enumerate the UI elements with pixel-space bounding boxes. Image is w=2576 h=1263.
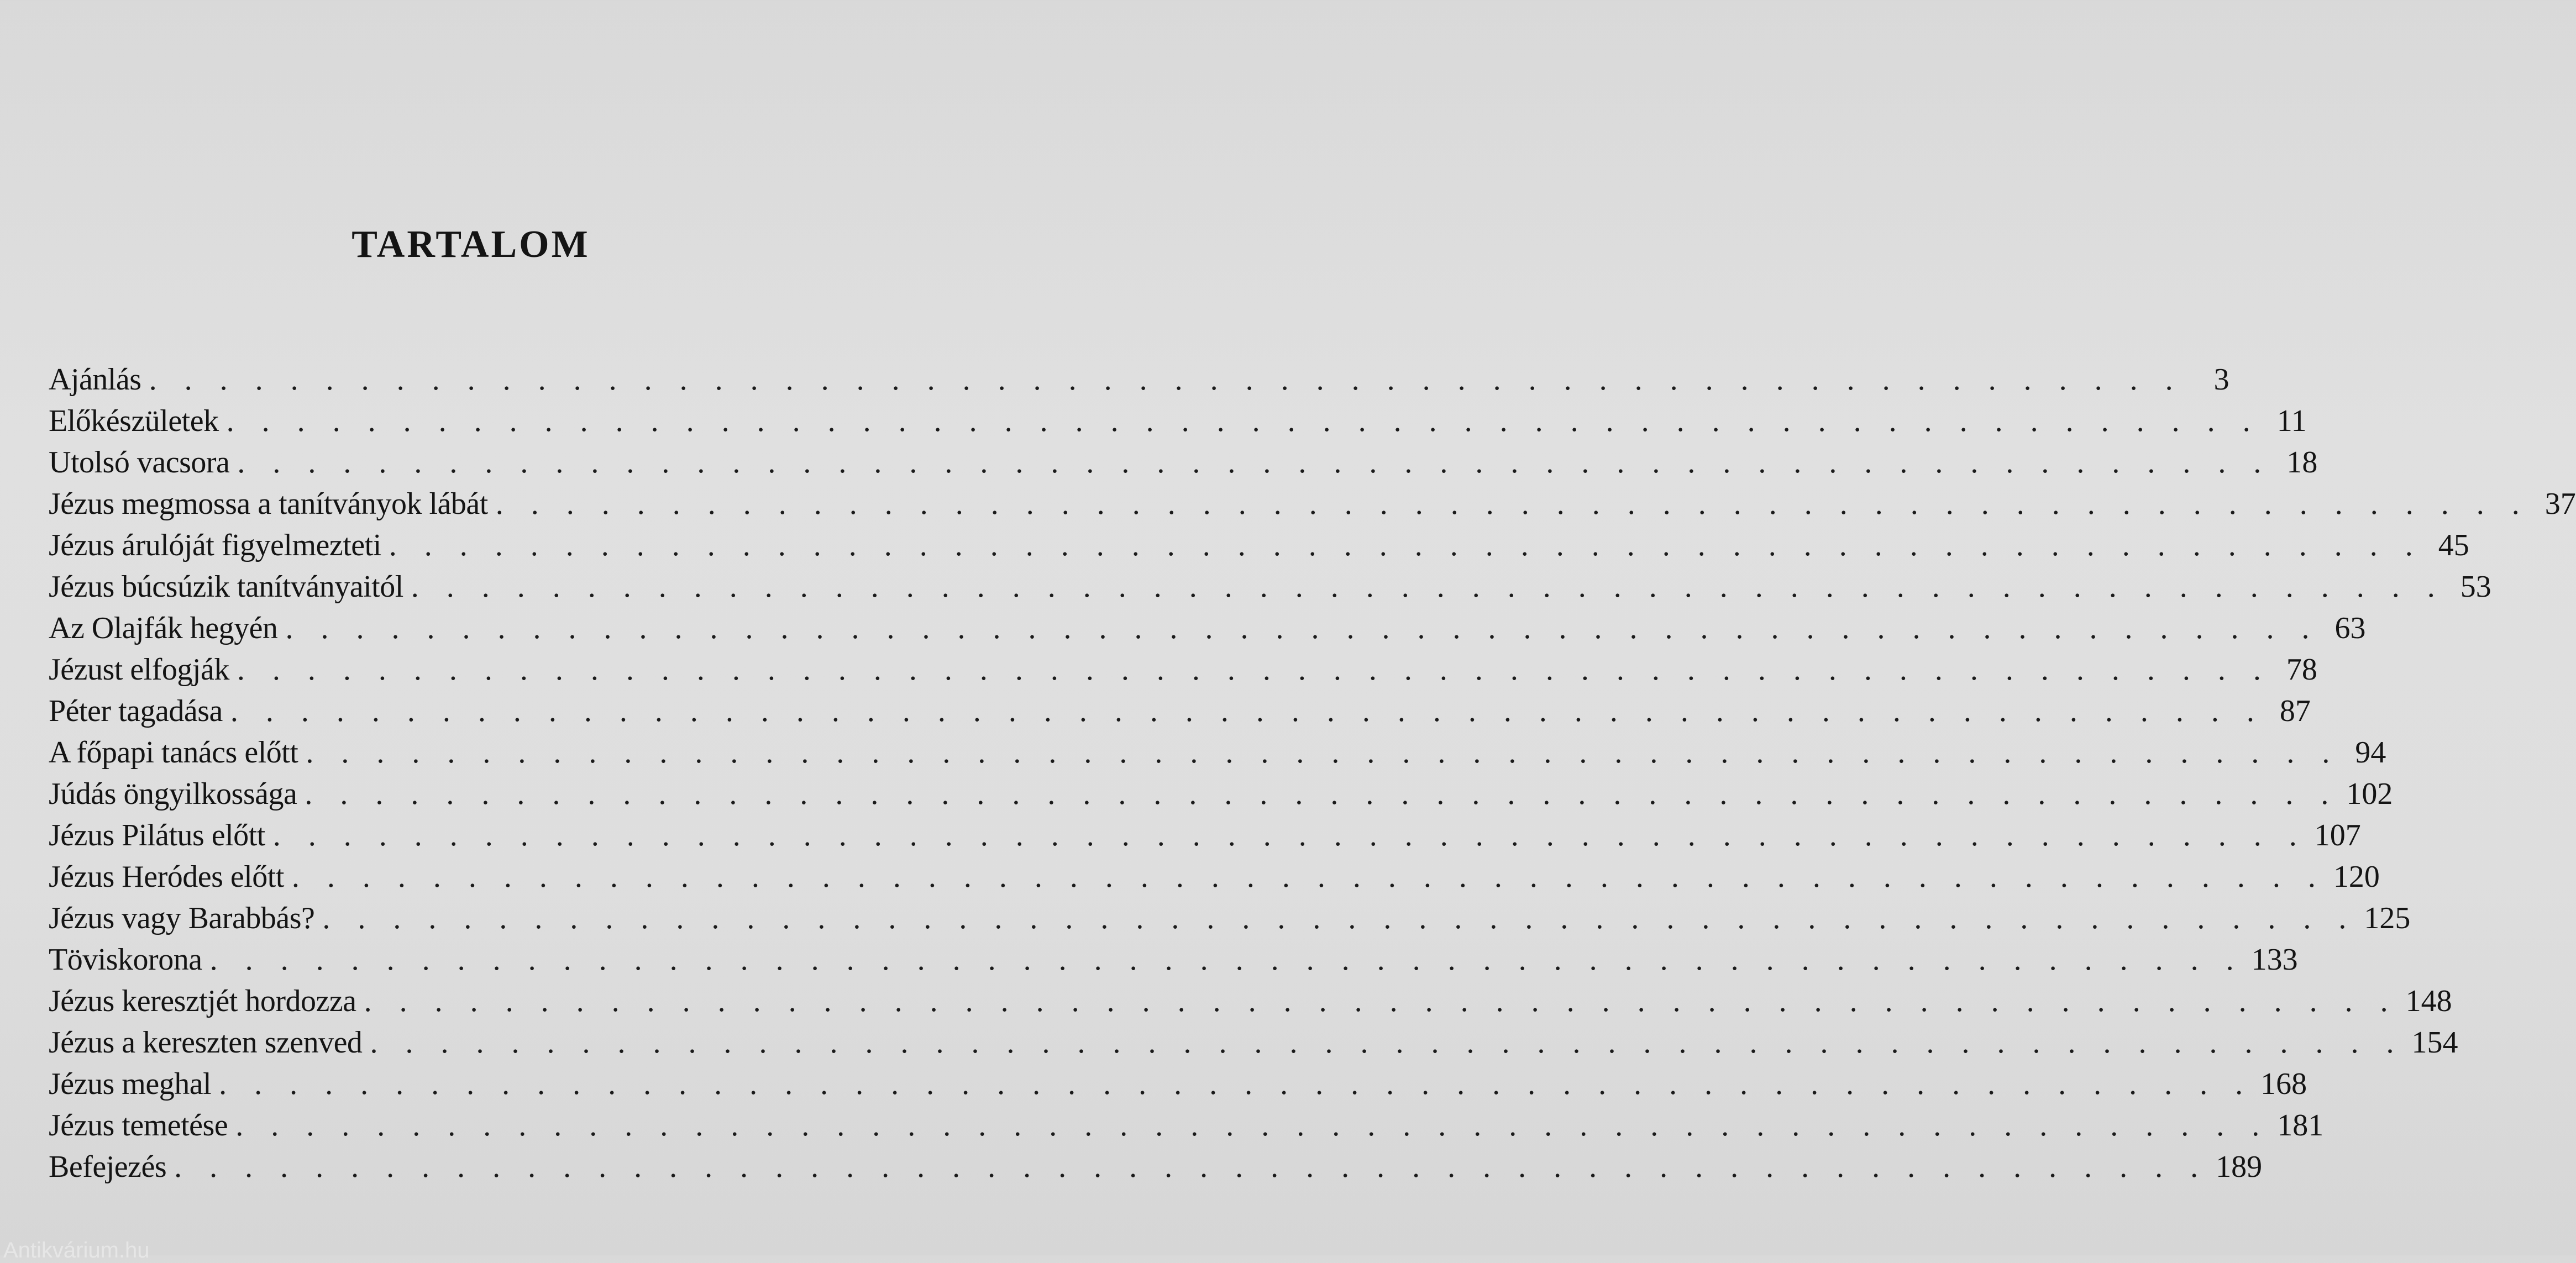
dot-leader: . . . . . . . . . . . . . . . . . . . . . . . . . . . . . . . . . . . . . . . . . . . . . . . . . . . . . . . . . . bbox=[389, 528, 2423, 562]
dot-leader: . . . . . . . . . . . . . . . . . . . . . . . . . . . . . . . . . . . . . . . . . . . . . . . . . . . . . . . . . . bbox=[174, 1150, 2208, 1184]
dot-leader: . . . . . . . . . . . . . . . . . . . . . . . . . . . . . . . . . . . . . . . . . . . . . . . . . . . . . . . . . . bbox=[411, 570, 2445, 604]
toc-entry-title: Jézus árulóját figyelmezteti bbox=[49, 528, 381, 562]
toc-entry bbox=[49, 1022, 2458, 1064]
dot-leader: . . . . . . . . . . . . . . . . . . . . . . . . . . . . . . . . . . . . . . . . . . . . . . . . . . . . . . . . . . bbox=[149, 362, 2183, 397]
toc-entry-title: Ajánlás bbox=[49, 362, 141, 397]
toc-entry bbox=[49, 732, 2386, 773]
dot-leader: . . . . . . . . . . . . . . . . . . . . . . . . . . . . . . . . . . . . . . . . . . . . . . . . . . . . . . . . . . bbox=[230, 694, 2264, 728]
toc-entry-page: 120 bbox=[2333, 860, 2380, 894]
toc-entry-page: 63 bbox=[2334, 611, 2366, 645]
toc-entry-title: Jézust elfogják bbox=[49, 652, 229, 687]
toc-entry-page: 125 bbox=[2364, 901, 2411, 935]
toc-entry-page: 37 bbox=[2544, 487, 2576, 521]
toc-entry-title: Jézus keresztjét hordozza bbox=[49, 984, 356, 1018]
toc-entry bbox=[49, 691, 2311, 732]
toc-entry-page: 94 bbox=[2355, 735, 2386, 770]
toc-entry-page: 11 bbox=[2276, 404, 2307, 438]
toc-entry bbox=[49, 442, 2318, 483]
toc-entry-page: 87 bbox=[2279, 694, 2311, 728]
toc-entry-page: 3 bbox=[2213, 362, 2229, 397]
toc-entry-title: Jézus temetése bbox=[49, 1108, 228, 1143]
toc-entry bbox=[49, 939, 2298, 981]
toc-entry-page: 181 bbox=[2277, 1108, 2324, 1143]
toc-entry bbox=[49, 1146, 2263, 1188]
toc-entry bbox=[49, 608, 2366, 649]
toc-entry-page: 102 bbox=[2346, 777, 2393, 811]
toc-entry-title: Jézus a kereszten szenved bbox=[49, 1025, 363, 1060]
toc-entry-title: Jézus megmossa a tanítványok lábát bbox=[49, 487, 488, 521]
toc-entry-title: Utolsó vacsora bbox=[49, 445, 230, 480]
toc-entry bbox=[49, 1064, 2307, 1105]
toc-entry bbox=[49, 856, 2380, 898]
toc-entry bbox=[49, 981, 2452, 1022]
dot-leader: . . . . . . . . . . . . . . . . . . . . . . . . . . . . . . . . . . . . . . . . . . . . . . . . . . . . . . . . . . bbox=[291, 860, 2326, 894]
toc-entry-page: 189 bbox=[2216, 1150, 2263, 1184]
dot-leader: . . . . . . . . . . . . . . . . . . . . . . . . . . . . . . . . . . . . . . . . . . . . . . . . . . . . . . . . . . bbox=[226, 404, 2260, 438]
toc-entry-page: 18 bbox=[2286, 445, 2318, 480]
toc-entry-title: Jézus búcsúzik tanítványaitól bbox=[49, 570, 403, 604]
toc-entry-title: Jézus meghal bbox=[49, 1067, 212, 1101]
toc-entry-page: 107 bbox=[2314, 818, 2361, 852]
toc-entry-title: Előkészületek bbox=[49, 404, 219, 438]
toc-entry-page: 133 bbox=[2251, 943, 2298, 977]
watermark: Antikvárium.hu bbox=[3, 1238, 150, 1262]
dot-leader: . . . . . . . . . . . . . . . . . . . . . . . . . . . . . . . . . . . . . . . . . . . . . . . . . . . . . . . . . . bbox=[235, 1108, 2270, 1143]
dot-leader: . . . . . . . . . . . . . . . . . . . . . . . . . . . . . . . . . . . . . . . . . . . . . . . . . . . . . . . . . . bbox=[219, 1067, 2253, 1101]
toc-entry-title: Jézus vagy Barabbás? bbox=[49, 901, 315, 935]
toc-entry bbox=[49, 483, 2576, 525]
toc-entry bbox=[49, 898, 2411, 939]
toc-entry-title: A főpapi tanács előtt bbox=[49, 735, 298, 770]
toc-entry bbox=[49, 1105, 2324, 1146]
dot-leader: . . . . . . . . . . . . . . . . . . . . . . . . . . . . . . . . . . . . . . . . . . . . . . . . . . . . . . . . . . bbox=[272, 818, 2307, 852]
dot-leader: . . . . . . . . . . . . . . . . . . . . . . . . . . . . . . . . . . . . . . . . . . . . . . . . . . . . . . . . . . bbox=[364, 984, 2398, 1018]
toc-entry-title: Péter tagadása bbox=[49, 694, 223, 728]
toc-entry-title: Júdás öngyilkossága bbox=[49, 777, 297, 811]
toc-entry bbox=[49, 401, 2307, 442]
toc-entry-page: 168 bbox=[2260, 1067, 2307, 1101]
toc-entry bbox=[49, 525, 2469, 566]
toc-entry-page: 53 bbox=[2460, 570, 2491, 604]
dot-leader: . . . . . . . . . . . . . . . . . . . . . . . . . . . . . . . . . . . . . . . . . . . . . . . . . . . . . . . . . . bbox=[495, 487, 2530, 521]
toc-entry-title: Az Olajfák hegyén bbox=[49, 611, 278, 645]
table-of-contents bbox=[49, 359, 2576, 1188]
dot-leader: . . . . . . . . . . . . . . . . . . . . . . . . . . . . . . . . . . . . . . . . . . . . . . . . . . . . . . . . . . bbox=[370, 1025, 2404, 1060]
dot-leader: . . . . . . . . . . . . . . . . . . . . . . . . . . . . . . . . . . . . . . . . . . . . . . . . . . . . . . . . . . bbox=[237, 445, 2271, 480]
toc-entry-title: Befejezés bbox=[49, 1150, 167, 1184]
toc-entry-page: 148 bbox=[2405, 984, 2452, 1018]
dot-leader: . . . . . . . . . . . . . . . . . . . . . . . . . . . . . . . . . . . . . . . . . . . . . . . . . . . . . . . . . . bbox=[237, 652, 2271, 687]
dot-leader: . . . . . . . . . . . . . . . . . . . . . . . . . . . . . . . . . . . . . . . . . . . . . . . . . . . . . . . . . . bbox=[305, 777, 2339, 811]
dot-leader: . . . . . . . . . . . . . . . . . . . . . . . . . . . . . . . . . . . . . . . . . . . . . . . . . . . . . . . . . . bbox=[285, 611, 2320, 645]
toc-entry bbox=[49, 649, 2317, 691]
toc-entry-page: 45 bbox=[2438, 528, 2469, 562]
toc-entry-title: Jézus Pilátus előtt bbox=[49, 818, 265, 852]
toc-entry bbox=[49, 773, 2393, 815]
dot-leader: . . . . . . . . . . . . . . . . . . . . . . . . . . . . . . . . . . . . . . . . . . . . . . . . . . . . . . . . . . bbox=[209, 943, 2244, 977]
dot-leader: . . . . . . . . . . . . . . . . . . . . . . . . . . . . . . . . . . . . . . . . . . . . . . . . . . . . . . . . . . bbox=[322, 901, 2357, 935]
toc-entry-title: Jézus Heródes előtt bbox=[49, 860, 284, 894]
toc-entry bbox=[49, 359, 2229, 401]
page-title: TARTALOM bbox=[351, 223, 590, 266]
toc-entry-page: 78 bbox=[2286, 652, 2317, 687]
toc-entry bbox=[49, 566, 2491, 608]
toc-entry bbox=[49, 815, 2361, 856]
dot-leader: . . . . . . . . . . . . . . . . . . . . . . . . . . . . . . . . . . . . . . . . . . . . . . . . . . . . . . . . . . bbox=[306, 735, 2340, 770]
toc-entry-page: 154 bbox=[2411, 1025, 2458, 1060]
toc-entry-title: Töviskorona bbox=[49, 943, 202, 977]
